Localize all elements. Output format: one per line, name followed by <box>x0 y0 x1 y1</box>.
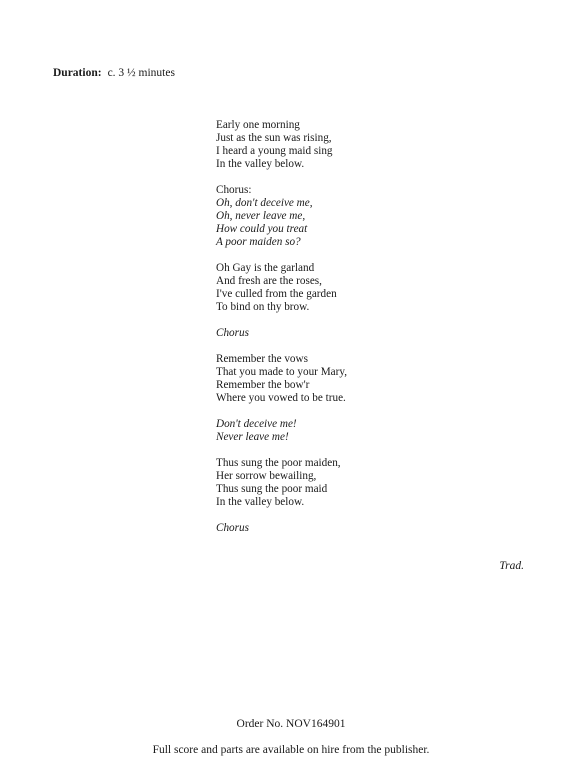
lyric-line: To bind on thy brow. <box>216 301 310 313</box>
duration-label: Duration: <box>53 67 102 79</box>
chorus-marker: Chorus <box>216 327 249 339</box>
chorus-line: How could you treat <box>216 223 308 235</box>
lyric-line: I've culled from the garden <box>216 288 337 300</box>
duration-value: c. 3 ½ minutes <box>107 67 175 79</box>
lyric-line: Remember the vows <box>216 353 308 365</box>
stanza-3 <box>216 353 456 405</box>
chorus-marker-2 <box>216 522 456 535</box>
lyric-line: Just as the sun was rising, <box>216 132 332 144</box>
duration-line <box>53 66 175 80</box>
lyric-line: In the valley below. <box>216 496 305 508</box>
attribution: Trad. <box>499 560 524 572</box>
stanza-2 <box>216 262 456 314</box>
chorus-line: Oh, never leave me, <box>216 210 306 222</box>
refrain-line: Never leave me! <box>216 431 289 443</box>
order-number: Order No. NOV164901 <box>236 718 346 730</box>
lyric-line: Early one morning <box>216 119 300 131</box>
lyric-line: That you made to your Mary, <box>216 366 348 378</box>
stanza-1 <box>216 119 456 171</box>
chorus-line: A poor maiden so? <box>216 236 301 248</box>
lyric-line: Her sorrow bewailing, <box>216 470 317 482</box>
chorus-marker: Chorus <box>216 522 249 534</box>
refrain-stanza <box>216 418 456 444</box>
chorus-heading: Chorus: <box>216 184 252 196</box>
lyric-line: Where you vowed to be true. <box>216 392 346 404</box>
stanza-4 <box>216 457 456 509</box>
chorus-stanza <box>216 184 456 249</box>
lyric-line: In the valley below. <box>216 158 305 170</box>
lyric-line: And fresh are the roses, <box>216 275 322 287</box>
lyric-line: I heard a young maid sing <box>216 145 333 157</box>
lyrics-block <box>216 119 456 548</box>
lyric-line: Oh Gay is the garland <box>216 262 315 274</box>
refrain-line: Don't deceive me! <box>216 418 297 430</box>
lyric-line: Thus sung the poor maid <box>216 483 328 495</box>
hire-note: Full score and parts are available on hire from the publisher. <box>152 744 430 756</box>
chorus-line: Oh, don't deceive me, <box>216 197 313 209</box>
lyric-line: Thus sung the poor maiden, <box>216 457 341 469</box>
lyric-line: Remember the bow'r <box>216 379 310 391</box>
chorus-marker-1 <box>216 327 456 340</box>
